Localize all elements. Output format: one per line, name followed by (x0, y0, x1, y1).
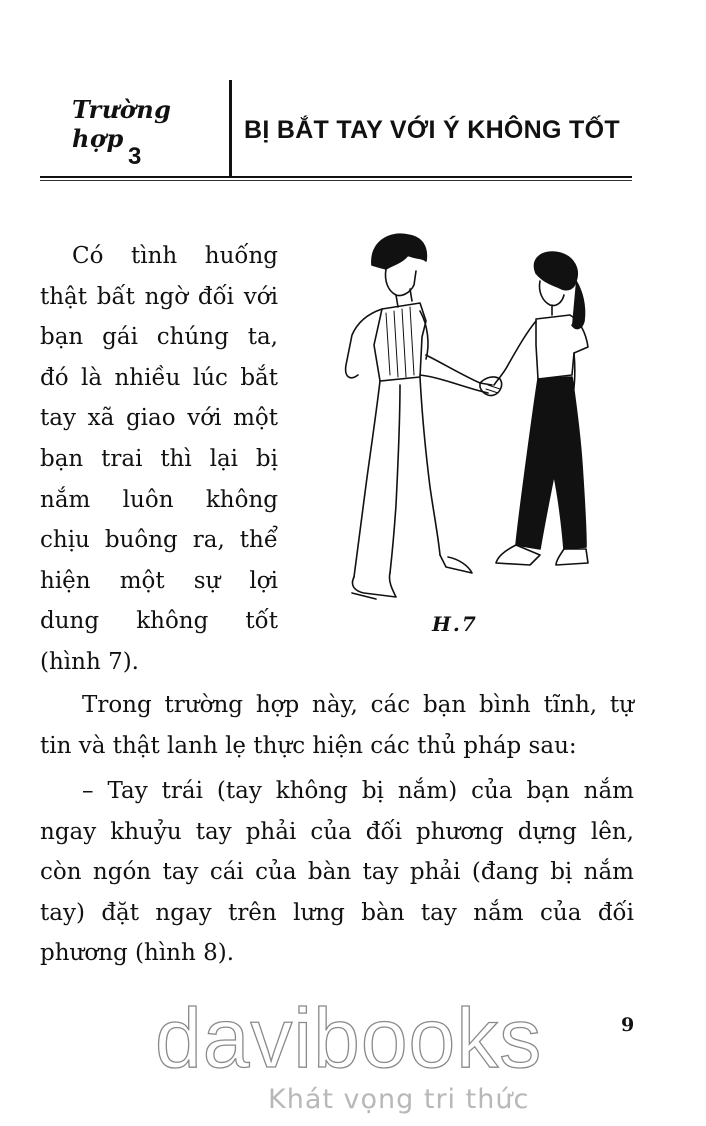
intro-line: chịu buông ra, thể (40, 527, 278, 554)
body-line: – Tay trái (tay không bị nắm) của bạn nắm (82, 778, 634, 804)
body-line: tay) đặt ngay trên lưng bàn tay nắm của đối (40, 899, 634, 926)
intro-line: tay xã giao với một (40, 405, 278, 432)
case-number: 3 (128, 143, 142, 170)
body-line: ngay khuỷu tay phải của đối phương dựng lên, (40, 818, 634, 845)
intro-line: đó là nhiều lúc bắt (40, 364, 278, 391)
intro-line: hiện một sự lợi (40, 567, 278, 594)
body-line: còn ngón tay cái của bàn tay phải (đang bị nắm (40, 859, 634, 886)
chapter-title: BỊ BẮT TAY VỚI Ý KHÔNG TỐT (244, 116, 620, 144)
figure-caption: H.7 (432, 612, 478, 636)
intro-line: bạn gái chúng ta, (40, 324, 278, 351)
intro-paragraph (40, 236, 278, 683)
handshake-illustration (330, 225, 610, 615)
body-line: phương (hình 8). (40, 940, 235, 967)
paragraph-2 (40, 685, 634, 766)
case-label: Trường hợp (72, 95, 172, 153)
intro-line: thật bất ngờ đối với (40, 283, 278, 310)
case-header (40, 95, 230, 175)
intro-line: bạn trai thì lại bị (40, 445, 278, 472)
intro-line: Có tình huống (72, 243, 278, 269)
body-line: Trong trường hợp này, các bạn bình tĩnh, tự (82, 692, 634, 718)
header-rule-thin (40, 180, 632, 181)
body-line: tin và thật lanh lẹ thực hiện các thủ pháp sau: (40, 732, 577, 759)
intro-line: nắm luôn không (40, 486, 278, 513)
page-number: 9 (621, 1014, 635, 1036)
paragraph-3 (40, 771, 634, 974)
header-rule (40, 176, 632, 178)
watermark-logo: davibooks (155, 991, 543, 1085)
watermark-tagline: Khát vọng tri thức (268, 1084, 530, 1115)
intro-line: (hình 7). (40, 648, 139, 675)
header-divider (229, 80, 232, 178)
intro-line: dung không tốt (40, 608, 278, 635)
